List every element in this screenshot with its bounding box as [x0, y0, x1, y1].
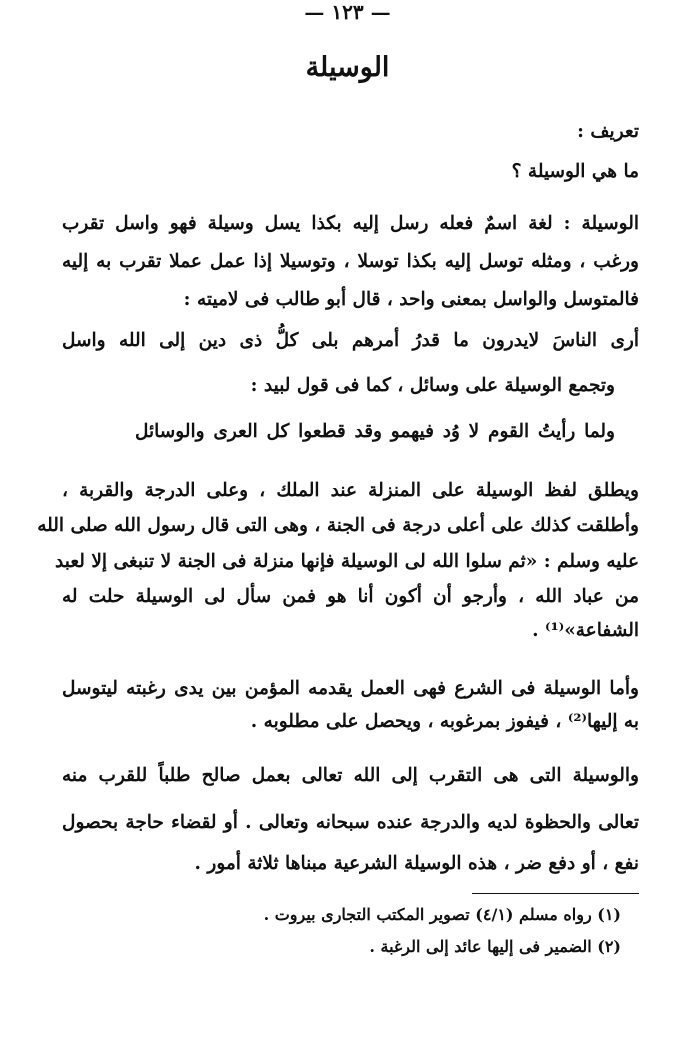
- paragraph-line: وأما الوسيلة فى الشرع فهى العمل يقدمه المؤمن بين يدى رغبته ليتوسل: [62, 678, 639, 699]
- paragraph-line: ورغب ، ومثله توسل إليه بكذا توسلا ، وتوسيلا إذا عمل عملا تقرب به إليه: [62, 251, 639, 272]
- poem-verse: ولما رأيتُ القوم لا وُد فيهمو وقد قطعوا كل العرى والوسائل: [135, 421, 615, 442]
- page-number: — ١٢٣ —: [304, 0, 391, 24]
- paragraph-line: الشفاعة»⁽¹⁾ .: [532, 620, 639, 641]
- paragraph-line: من عباد الله ، وأرجو أن أكون أنا هو فمن سأل لى الوسيلة حلت له: [62, 586, 639, 607]
- question-line: ما هي الوسيلة ؟: [511, 161, 639, 182]
- footnote: (٢) الضمير فى إليها عائد إلى الرغبة .: [369, 937, 621, 956]
- paragraph-line: عليه وسلم : «ثم سلوا الله لى الوسيلة فإنها منزلة فى الجنة لا تنبغى إلا لعبد: [55, 551, 639, 572]
- section-heading: تعريف :: [577, 121, 639, 142]
- footnote-separator: [472, 893, 639, 894]
- paragraph-line: الوسيلة : لغة اسمٌ فعله رسل إليه بكذا يسل وسيلة فهو واسل تقرب: [62, 213, 639, 234]
- paragraph-line: وأطلقت كذلك على أعلى درجة فى الجنة ، وهى التى قال رسول الله صلى الله: [37, 515, 639, 536]
- poem-verse: أرى الناسَ لايدرون ما قدرُ أمرهم بلى كلُّ ذى دين إلى الله واسل: [62, 330, 639, 351]
- footnote: (١) رواه مسلم (٤/١) تصوير المكتب التجارى بيروت .: [263, 905, 621, 924]
- paragraph-line: به إليها⁽²⁾ ، فيفوز بمرغوبه ، ويحصل على مطلوبه .: [250, 711, 639, 732]
- paragraph-line: نفع ، أو دفع ضر ، هذه الوسيلة الشرعية مبناها ثلاثة أمور .: [194, 853, 639, 874]
- paragraph-line: فالمتوسل والواسل بمعنى واحد ، قال أبو طالب فى لاميته :: [183, 289, 639, 310]
- paragraph-line: تعالى والحظوة لديه والدرجة عنده سبحانه وتعالى . أو لقضاء حاجة بحصول: [62, 812, 639, 833]
- paragraph-line: ويطلق لفظ الوسيلة على المنزلة عند الملك ، وعلى الدرجة والقربة ،: [62, 480, 639, 501]
- paragraph-line: والوسيلة التى هى التقرب إلى الله تعالى بعمل صالح طلباً للقرب منه: [62, 765, 639, 786]
- chapter-title: الوسيلة: [305, 52, 390, 83]
- paragraph-line: وتجمع الوسيلة على وسائل ، كما فى قول لبيد :: [250, 375, 615, 396]
